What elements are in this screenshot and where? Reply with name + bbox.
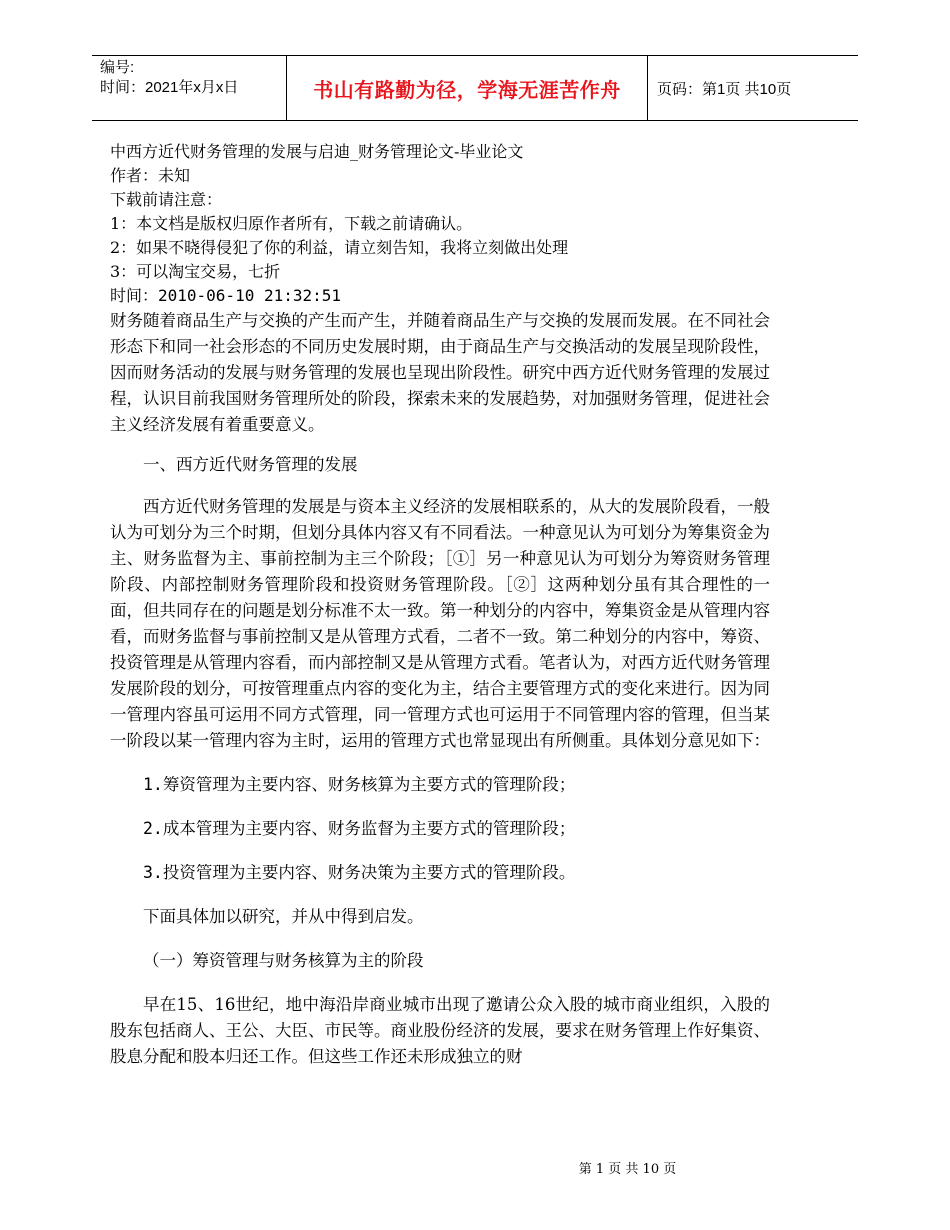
list-item xyxy=(110,860,770,886)
section-paragraph: 西方近代财务管理的发展是与资本主义经济的发展相联系的，从大的发展阶段看，一般认为可划分为三个时期，但划分具体内容又有不同看法。一种意见认为可划分为筹集资金为主、财务监督为主、事前控制为主三个阶段；［①］另一种意见认为可划分为筹资财务管理阶段、内部控制财务管理阶段和投资财务管理阶段。［②］这两种划分虽有其合理性的一面，但共同存在的问题是划分标准不太一致。第一种划分的内容中，筹集资金是从管理内容看，而财务监督与事前控制又是从管理方式看，二者不一致。第二种划分的内容中，筹资、投资管理是从管理内容看，而内部控制又是从管理方式看。笔者认为，对西方近代财务管理发展阶段的划分，可按管理重点内容的变化为主，结合主要管理方式的变化来进行。因为同一管理内容虽可运用不同方式管理，同一管理方式也可运用于不同管理内容的管理，但当某一阶段以某一管理内容为主时，运用的管理方式也常显现出有所侧重。具体划分意见如下： xyxy=(110,497,770,750)
study-line: 下面具体加以研究，并从中得到启发。 xyxy=(143,907,424,926)
intro-paragraph: 财务随着商品生产与交换的产生而产生，并随着商品生产与交换的发展而发展。在不同社会形态下和同一社会形态的不同历史发展时期，由于商品生产与交换活动的发展呈现阶段性，因而财务活动的发展与财务管理的发展也呈现出阶段性。研究中西方近代财务管理的发展过程，认识目前我国财务管理所处的阶段，探索未来的发展趋势，对加强财务管理，促进社会主义经济发展有着重要意义。 xyxy=(110,311,770,434)
list-text: 筹资管理为主要内容、财务核算为主要方式的管理阶段； xyxy=(162,775,576,794)
notice-item: 1：本文档是版权归原作者所有，下载之前请确认。 xyxy=(110,214,473,233)
page-footer: 第 1 页 共 10 页 xyxy=(578,1162,677,1177)
header-page-number: 页码：第1页 共10页 xyxy=(657,80,792,98)
list-item xyxy=(110,816,770,842)
notice-heading: 下载前请注意： xyxy=(110,190,223,209)
header-motto: 书山有路勤为径，学海无涯苦作舟 xyxy=(286,56,648,120)
list-number: 2. xyxy=(143,819,163,838)
document-author: 作者：未知 xyxy=(110,166,191,185)
section-heading: 一、西方近代财务管理的发展 xyxy=(143,455,358,474)
document-number-label: 编号: xyxy=(100,59,135,76)
document-body xyxy=(110,140,770,1070)
document-time-label: 时间：2021年x月x日 xyxy=(100,79,239,96)
document-timestamp: 时间：2010-06-10 21:32:51 xyxy=(110,286,342,305)
list-item xyxy=(110,772,770,798)
list-number: 3. xyxy=(143,863,163,882)
notice-item: 3：可以淘宝交易，七折 xyxy=(110,262,281,281)
header-meta xyxy=(100,58,238,98)
list-text: 成本管理为主要内容、财务监督为主要方式的管理阶段； xyxy=(162,819,576,838)
list-number: 1. xyxy=(143,775,163,794)
page-header xyxy=(92,55,858,121)
subsection-paragraph: 早在15、16世纪，地中海沿岸商业城市出现了邀请公众入股的城市商业组织，入股的股东包括商人、王公、大臣、市民等。商业股份经济的发展，要求在财务管理上作好集资、股息分配和股本归还工作。但这些工作还未形成独立的财 xyxy=(110,995,770,1066)
subsection-heading: （一）筹资管理与财务核算为主的阶段 xyxy=(143,951,424,970)
document-title: 中西方近代财务管理的发展与启迪_财务管理论文-毕业论文 xyxy=(110,142,524,161)
list-text: 投资管理为主要内容、财务决策为主要方式的管理阶段。 xyxy=(162,863,576,882)
notice-item: 2：如果不晓得侵犯了你的利益，请立刻告知，我将立刻做出处理 xyxy=(110,238,569,257)
